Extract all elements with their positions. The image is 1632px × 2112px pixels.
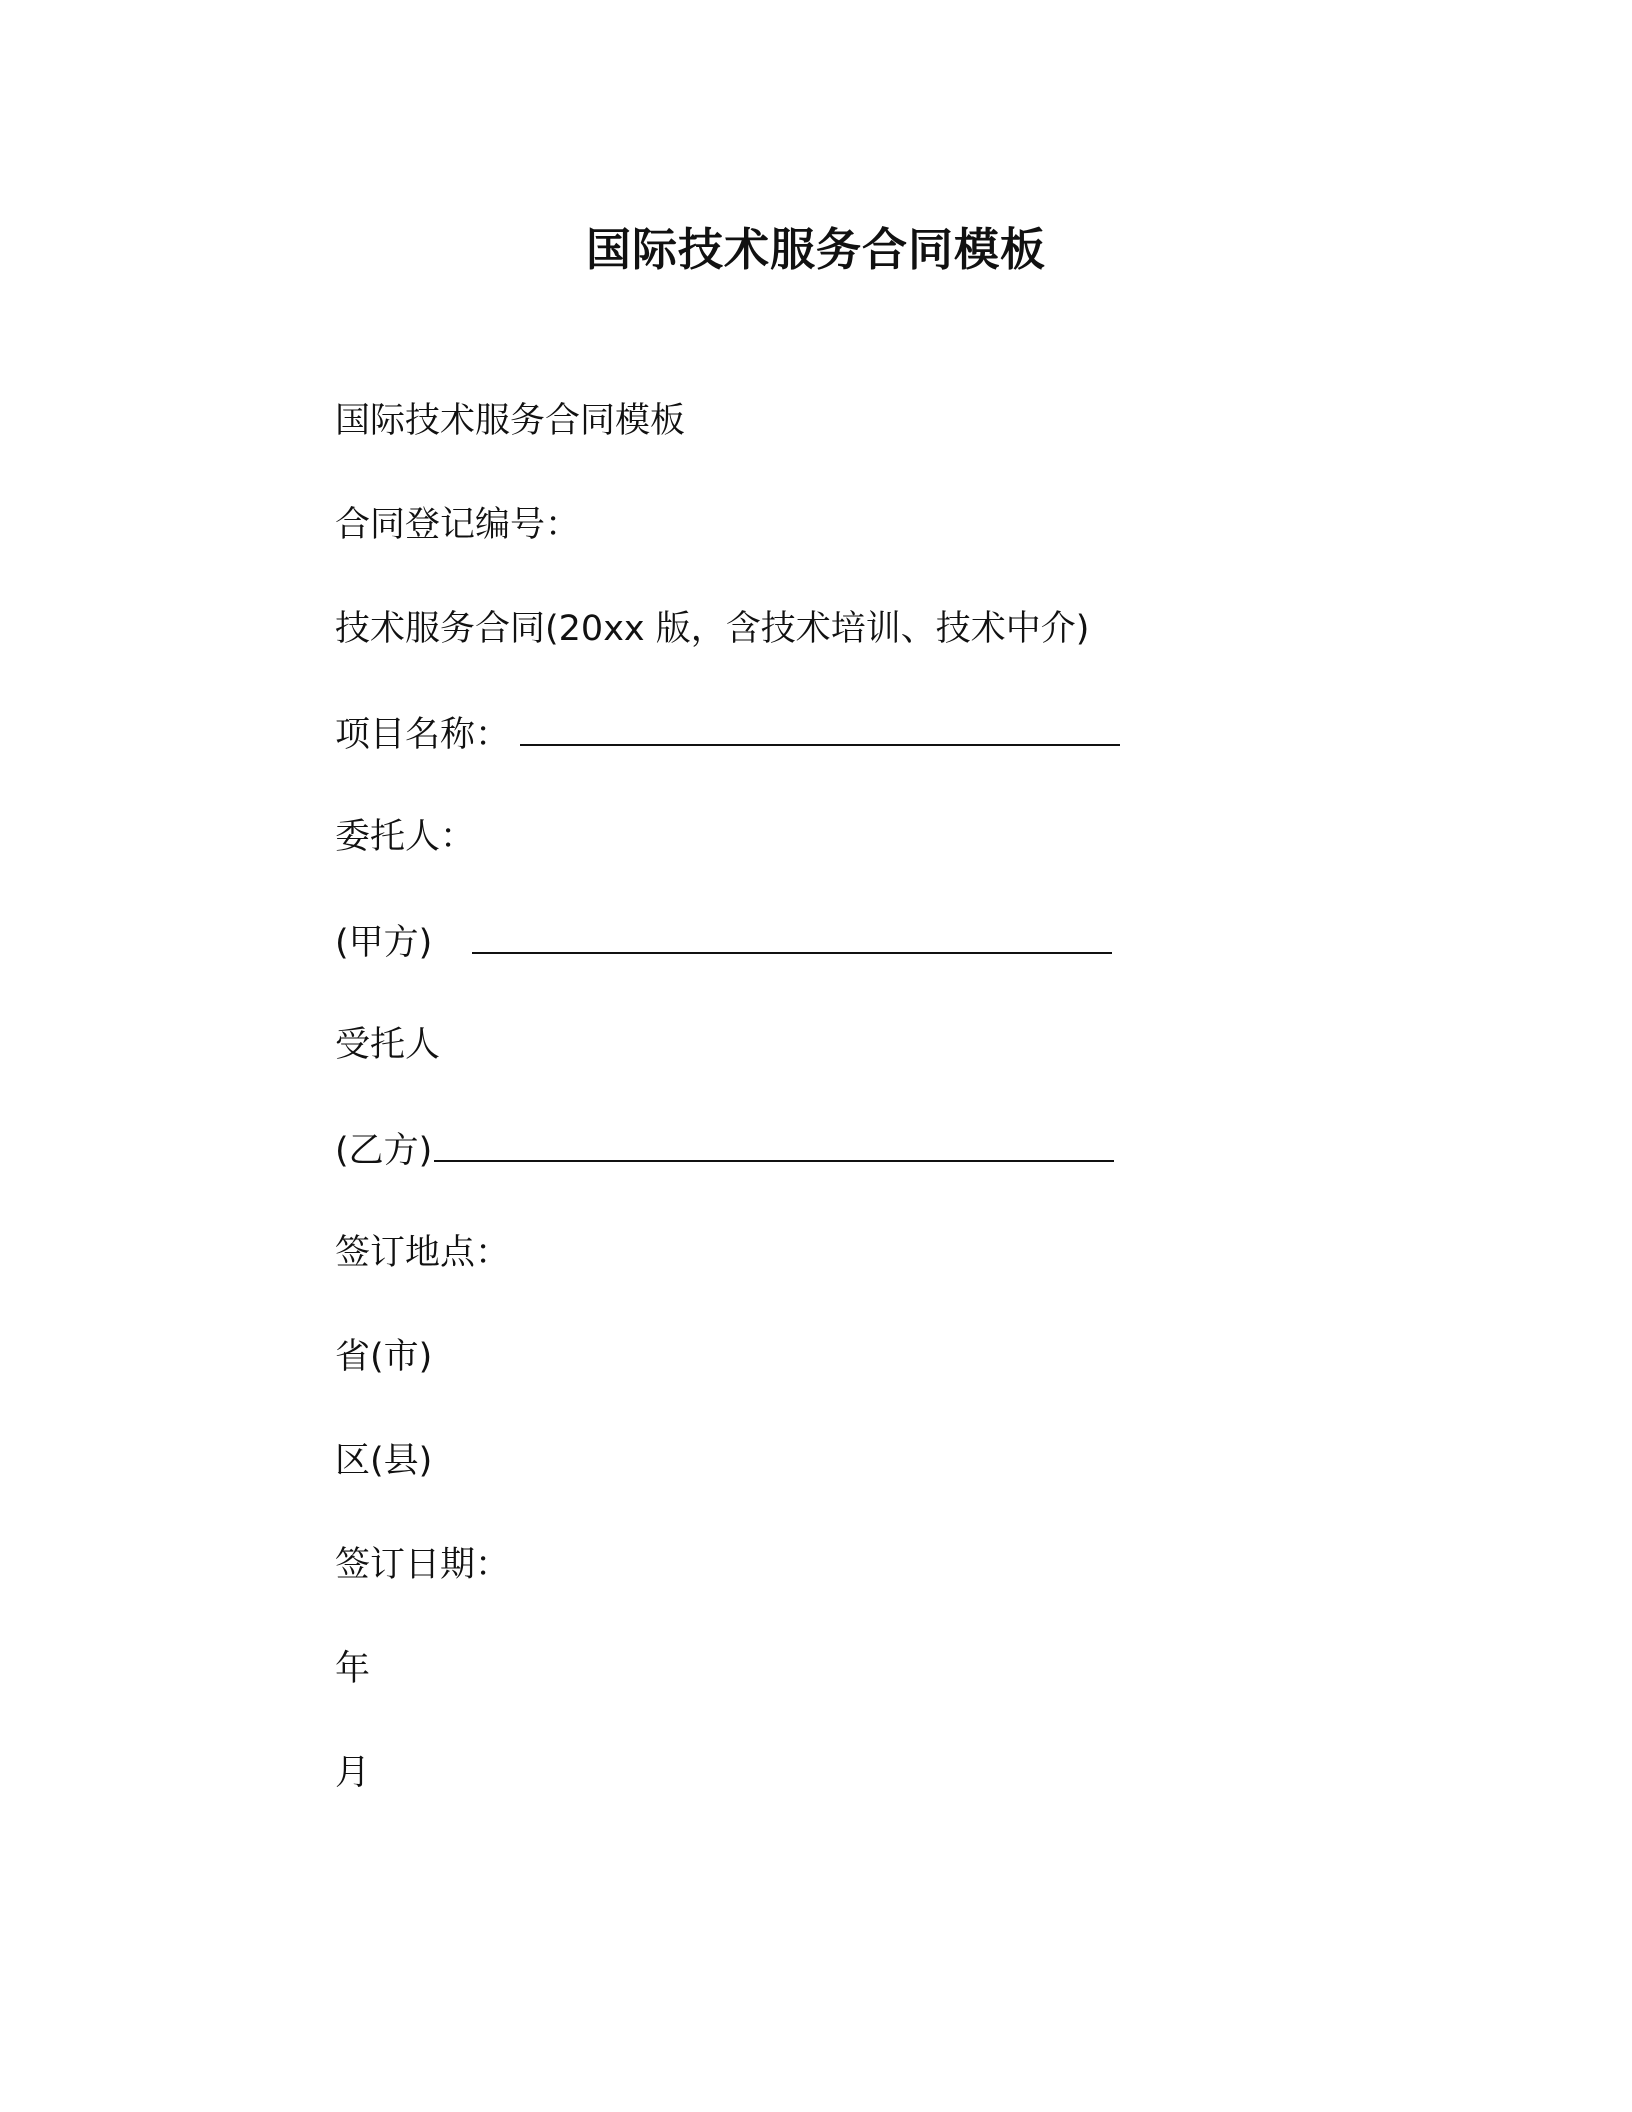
- document-body: [335, 396, 1335, 1852]
- client-line: 委托人：: [335, 817, 476, 857]
- party-a-label: (甲方): [335, 923, 433, 963]
- project-name-label: 项目名称：: [335, 715, 511, 755]
- district-line: 区(县): [335, 1441, 433, 1481]
- party-b-label: (乙方): [335, 1131, 433, 1171]
- subtitle-line: 国际技术服务合同模板: [335, 401, 686, 441]
- contract-type-line: 技术服务合同(20xx 版，含技术培训、技术中介): [335, 609, 1090, 649]
- party-b-line: [335, 1124, 1335, 1228]
- signing-place-line: 签订地点：: [335, 1233, 511, 1273]
- year-line: 年: [335, 1649, 371, 1689]
- party-a-blank: [472, 916, 1112, 954]
- project-name-blank: [520, 708, 1120, 746]
- document-title: 国际技术服务合同模板: [585, 223, 1046, 276]
- party-b-blank: [434, 1124, 1114, 1162]
- province-line: 省(市): [335, 1337, 433, 1377]
- project-name-line: [335, 708, 1335, 812]
- party-a-line: [335, 916, 1335, 1020]
- registration-number-line: 合同登记编号：: [335, 505, 581, 545]
- trustee-line: 受托人: [335, 1025, 441, 1065]
- signing-date-line: 签订日期：: [335, 1545, 511, 1585]
- month-line: 月: [335, 1753, 371, 1793]
